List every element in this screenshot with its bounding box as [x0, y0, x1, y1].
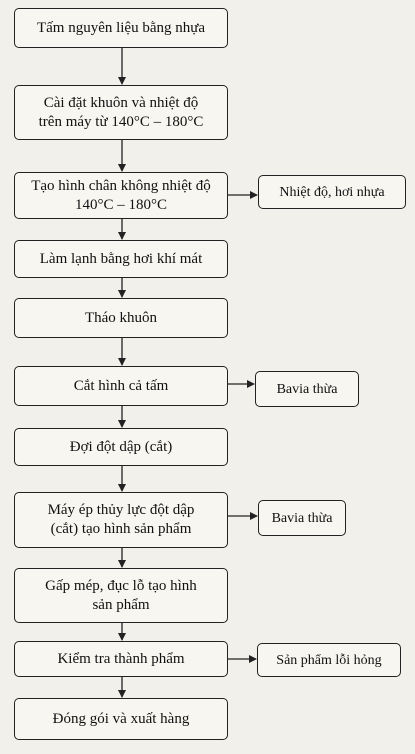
step-packaging-shipping — [14, 698, 228, 740]
step-label: Làm lạnh bằng hơi khí mát — [39, 250, 203, 267]
step-label-line-2: (cắt) tạo hình sản phẩm — [50, 521, 192, 537]
step-vacuum-forming — [14, 172, 228, 219]
step-label-line-1: Máy ép thủy lực đột dập — [47, 502, 195, 518]
step-inspection — [14, 641, 228, 677]
output-label: Bavia thừa — [271, 510, 333, 526]
step-hydraulic-press — [14, 492, 228, 548]
step-wait-punching — [14, 428, 228, 466]
output-flash-waste-1 — [255, 371, 359, 407]
output-defective-products — [257, 643, 401, 677]
output-flash-waste-2 — [258, 500, 346, 536]
step-demold — [14, 298, 228, 338]
step-label: Tháo khuôn — [84, 309, 158, 326]
output-label: Nhiệt độ, hơi nhựa — [279, 184, 385, 200]
output-heat-plastic-fumes — [258, 175, 406, 209]
step-label-line-2: sản phẩm — [92, 596, 150, 613]
step-label-line-1: Gấp mép, đục lỗ tạo hình — [45, 577, 197, 594]
step-label: Kiểm tra thành phẩm — [57, 650, 185, 667]
step-label: Tấm nguyên liệu bằng nhựa — [36, 19, 206, 36]
step-fold-punch-holes — [14, 568, 228, 623]
step-label: Đợi đột dập (cắt) — [69, 438, 173, 455]
step-label-line-1: Tạo hình chân không nhiệt độ — [31, 177, 211, 194]
step-label: Cắt hình cả tấm — [73, 377, 169, 394]
output-label: Sản phẩm lỗi hỏng — [276, 652, 382, 668]
step-label-line-2: trên máy từ 140°C – 180°C — [38, 113, 204, 130]
step-label-line-1: Cài đặt khuôn và nhiệt độ — [43, 94, 199, 111]
step-label-line-2: 140°C – 180°C — [74, 196, 167, 213]
step-air-cooling — [14, 240, 228, 278]
step-sheet-material — [14, 8, 228, 48]
step-set-mold-temperature — [14, 85, 228, 140]
output-label: Bavia thừa — [276, 381, 338, 397]
step-cut-whole-sheet — [14, 366, 228, 406]
step-label: Đóng gói và xuất hàng — [52, 710, 190, 727]
